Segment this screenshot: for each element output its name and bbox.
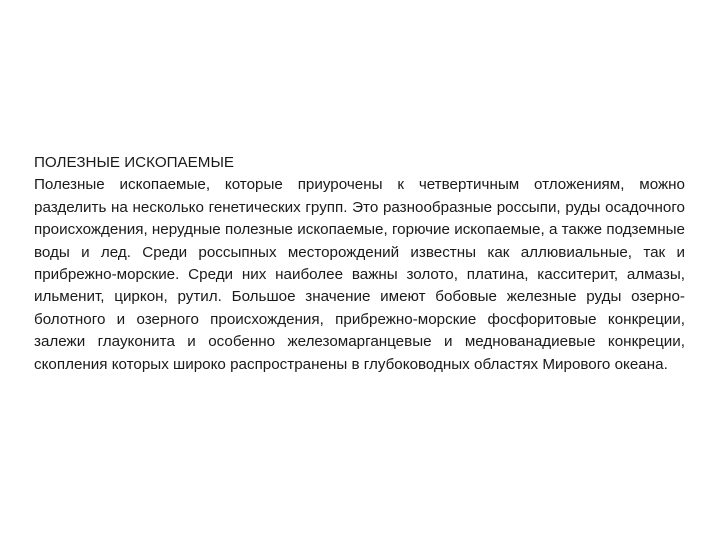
body-paragraph: Полезные ископаемые, которые приурочены к четвертичным отложениям, можно разделить на несколько генетических групп. Это разнообразные россыпи, руды осадочного происхождения, нерудные полезные ископаемые, горючие ископаемые, а также подземные воды и лед. Среди россыпных месторождений известны как аллювиальные, так и прибрежно-морские. Среди них наиболее важны золото, платина, касситерит, алмазы, ильменит, циркон, рутил. Большое значение имеют бобовые железные руды озерно-болотного и озерного происхождения, прибрежно-морские фосфоритовые конкреции, залежи глауконита и особенно железомарганцевые и меднованадиевые конкреции, скопления которых широко распространены в глубоководных областях Мирового океана.: [34, 176, 685, 373]
heading: ПОЛЕЗНЫЕ ИСКОПАЕМЫЕ: [34, 154, 235, 171]
text-block: [34, 152, 685, 376]
